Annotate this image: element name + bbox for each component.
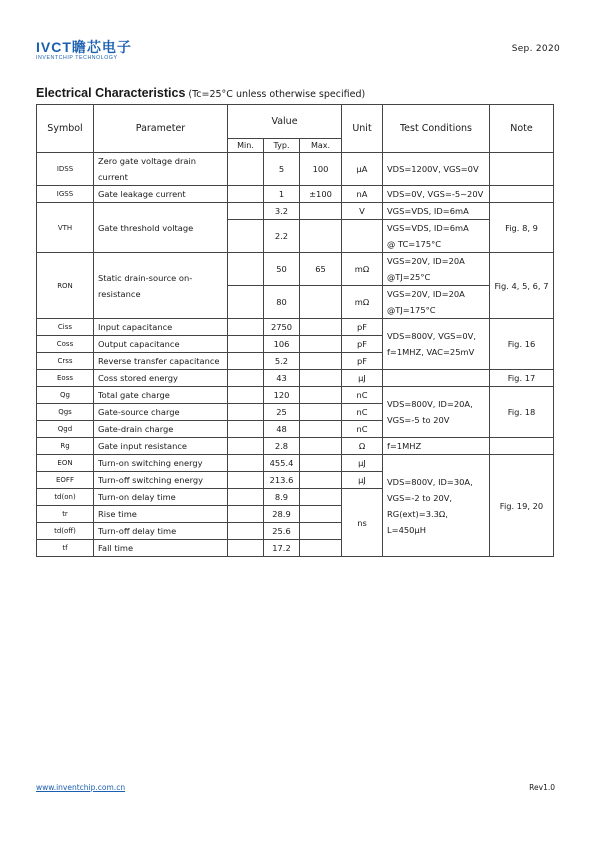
param-eoff: Turn-off switching energy <box>94 472 228 489</box>
unit-eoff: µJ <box>342 472 383 489</box>
revision-label: Rev1.0 <box>529 783 555 792</box>
table-row <box>37 319 554 336</box>
cond-gate-b: VGS=-5 to 20V <box>387 415 450 425</box>
table-row <box>37 203 554 220</box>
param-qgd: Gate-drain charge <box>94 421 228 438</box>
symbol-tr: tr <box>37 506 94 523</box>
typ-igss: 1 <box>264 186 300 203</box>
param-ciss: Input capacitance <box>94 319 228 336</box>
header-typ: Typ. <box>264 139 300 153</box>
typ-vth-1: 3.2 <box>264 203 300 220</box>
symbol-vth: VTH <box>37 203 94 253</box>
typ-tdon: 8.9 <box>264 489 300 506</box>
header-unit: Unit <box>342 105 383 153</box>
typ-eoff: 213.6 <box>264 472 300 489</box>
unit-vth-2 <box>342 220 383 253</box>
note-capacitance: Fig. 16 <box>490 319 554 370</box>
max-vth-1 <box>300 203 342 220</box>
typ-rg: 2.8 <box>264 438 300 455</box>
logo-text: IVCT瞻芯电子 <box>36 39 132 55</box>
param-tdoff: Turn-off delay time <box>94 523 228 540</box>
cond-sw-c: RG(ext)=3.3Ω, <box>387 508 448 519</box>
typ-eoss: 43 <box>264 370 300 387</box>
document-date: Sep. 2020 <box>511 44 560 54</box>
cond-vth-2a: VGS=VDS, ID=6mA <box>387 223 469 233</box>
symbol-tdoff: td(off) <box>37 523 94 540</box>
symbol-eoff: EOFF <box>37 472 94 489</box>
unit-switching-time: ns <box>342 489 383 557</box>
website-link[interactable]: www.inventchip.com.cn <box>36 783 126 792</box>
unit-rg: Ω <box>342 438 383 455</box>
symbol-ron: RON <box>37 253 94 319</box>
cond-sw-a: VDS=800V, ID=30A, <box>387 476 473 487</box>
min-tdoff <box>228 523 264 540</box>
max-qgs <box>300 404 342 421</box>
param-tr: Rise time <box>94 506 228 523</box>
param-vth: Gate threshold voltage <box>94 203 228 253</box>
cond-idss: VDS=1200V, VGS=0V <box>383 153 490 186</box>
note-switching: Fig. 19, 20 <box>490 455 554 557</box>
symbol-ciss: Ciss <box>37 319 94 336</box>
symbol-tf: tf <box>37 540 94 557</box>
unit-qgd: nC <box>342 421 383 438</box>
max-coss <box>300 336 342 353</box>
cond-ron-2 <box>383 286 490 319</box>
param-rg: Gate input resistance <box>94 438 228 455</box>
cond-gate-a: VDS=800V, ID=20A, <box>387 399 473 409</box>
note-gate-charge: Fig. 18 <box>490 387 554 438</box>
min-ron-2 <box>228 286 264 319</box>
param-tf: Fall time <box>94 540 228 557</box>
param-coss: Output capacitance <box>94 336 228 353</box>
logo-subtext: INVENTCHIP TECHNOLOGY <box>36 55 118 61</box>
cond-vth-2b: @ TC=175°C <box>387 239 442 249</box>
table-row <box>37 370 554 387</box>
min-eoss <box>228 370 264 387</box>
symbol-eoss: Eoss <box>37 370 94 387</box>
cond-rg: f=1MHZ <box>383 438 490 455</box>
electrical-characteristics-table <box>36 104 554 557</box>
min-eon <box>228 455 264 472</box>
cond-ron-1a: VGS=20V, ID=20A <box>387 256 465 266</box>
max-qg <box>300 387 342 404</box>
header-min: Min. <box>228 139 264 153</box>
cond-ron-1b: @TJ=25°C <box>387 272 431 282</box>
max-ron-1: 65 <box>300 253 342 286</box>
table-row <box>37 438 554 455</box>
min-tdon <box>228 489 264 506</box>
typ-ciss: 2750 <box>264 319 300 336</box>
unit-vth-1: V <box>342 203 383 220</box>
table-row <box>37 153 554 186</box>
param-qg: Total gate charge <box>94 387 228 404</box>
max-eon <box>300 455 342 472</box>
cond-ron-1 <box>383 253 490 286</box>
section-condition: (Tc=25°C unless otherwise specified) <box>188 89 366 100</box>
min-ciss <box>228 319 264 336</box>
symbol-crss: Crss <box>37 353 94 370</box>
section-title: Electrical Characteristics <box>36 86 186 100</box>
max-eoff <box>300 472 342 489</box>
cond-igss: VDS=0V, VGS=-5~20V <box>383 186 490 203</box>
typ-qgs: 25 <box>264 404 300 421</box>
symbol-eon: EON <box>37 455 94 472</box>
unit-ron-2: mΩ <box>342 286 383 319</box>
table-row <box>37 186 554 203</box>
unit-igss: nA <box>342 186 383 203</box>
typ-idss: 5 <box>264 153 300 186</box>
unit-qg: nC <box>342 387 383 404</box>
max-tdoff <box>300 523 342 540</box>
cond-eoss <box>383 370 490 387</box>
typ-tf: 17.2 <box>264 540 300 557</box>
symbol-tdon: td(on) <box>37 489 94 506</box>
param-ron: Static drain-source on-resistance <box>94 253 228 319</box>
max-rg <box>300 438 342 455</box>
min-crss <box>228 353 264 370</box>
unit-idss: µA <box>342 153 383 186</box>
min-qgd <box>228 421 264 438</box>
typ-tdoff: 25.6 <box>264 523 300 540</box>
typ-coss: 106 <box>264 336 300 353</box>
note-igss <box>490 186 554 203</box>
min-rg <box>228 438 264 455</box>
max-crss <box>300 353 342 370</box>
param-idss: Zero gate voltage drain current <box>94 153 228 186</box>
param-eon: Turn-on switching energy <box>94 455 228 472</box>
symbol-rg: Rg <box>37 438 94 455</box>
typ-vth-2: 2.2 <box>264 220 300 253</box>
min-eoff <box>228 472 264 489</box>
unit-ron-1: mΩ <box>342 253 383 286</box>
typ-ron-1: 50 <box>264 253 300 286</box>
header-value: Value <box>228 105 342 139</box>
symbol-coss: Coss <box>37 336 94 353</box>
header-symbol: Symbol <box>37 105 94 153</box>
max-idss: 100 <box>300 153 342 186</box>
param-igss: Gate leakage current <box>94 186 228 203</box>
typ-qgd: 48 <box>264 421 300 438</box>
cond-cap-b: f=1MHZ, VAC=25mV <box>387 347 475 357</box>
note-vth: Fig. 8, 9 <box>490 203 554 253</box>
unit-eon: µJ <box>342 455 383 472</box>
param-eoss: Coss stored energy <box>94 370 228 387</box>
cond-sw-d: L=450µH <box>387 524 426 535</box>
cond-sw-b: VGS=-2 to 20V, <box>387 492 453 503</box>
max-igss: ±100 <box>300 186 342 203</box>
min-qg <box>228 387 264 404</box>
max-tdon <box>300 489 342 506</box>
min-igss <box>228 186 264 203</box>
unit-eoss: µJ <box>342 370 383 387</box>
header-max: Max. <box>300 139 342 153</box>
company-logo <box>36 40 132 61</box>
max-ciss <box>300 319 342 336</box>
unit-crss: pF <box>342 353 383 370</box>
min-coss <box>228 336 264 353</box>
typ-crss: 5.2 <box>264 353 300 370</box>
param-crss: Reverse transfer capacitance <box>94 353 228 370</box>
min-tf <box>228 540 264 557</box>
header-note: Note <box>490 105 554 153</box>
cond-ron-2b: @TJ=175°C <box>387 305 436 315</box>
unit-qgs: nC <box>342 404 383 421</box>
cond-ron-2a: VGS=20V, ID=20A <box>387 289 465 299</box>
unit-ciss: pF <box>342 319 383 336</box>
min-qgs <box>228 404 264 421</box>
symbol-idss: IDSS <box>37 153 94 186</box>
cond-cap-a: VDS=800V, VGS=0V, <box>387 331 476 341</box>
typ-tr: 28.9 <box>264 506 300 523</box>
min-ron-1 <box>228 253 264 286</box>
unit-coss: pF <box>342 336 383 353</box>
header-parameter: Parameter <box>94 105 228 153</box>
typ-eon: 455.4 <box>264 455 300 472</box>
cond-switching <box>383 455 490 557</box>
max-tr <box>300 506 342 523</box>
max-eoss <box>300 370 342 387</box>
note-rg <box>490 438 554 455</box>
section-heading <box>36 82 365 101</box>
cond-gate-charge <box>383 387 490 438</box>
header-row <box>37 105 554 139</box>
min-tr <box>228 506 264 523</box>
max-ron-2 <box>300 286 342 319</box>
table-row <box>37 455 554 472</box>
symbol-qg: Qg <box>37 387 94 404</box>
symbol-igss: IGSS <box>37 186 94 203</box>
symbol-qgd: Qgd <box>37 421 94 438</box>
cond-capacitance <box>383 319 490 370</box>
note-idss <box>490 153 554 186</box>
typ-ron-2: 80 <box>264 286 300 319</box>
param-tdon: Turn-on delay time <box>94 489 228 506</box>
note-eoss: Fig. 17 <box>490 370 554 387</box>
max-qgd <box>300 421 342 438</box>
min-vth-1 <box>228 203 264 220</box>
cond-vth-2 <box>383 220 490 253</box>
min-idss <box>228 153 264 186</box>
note-ron: Fig. 4, 5, 6, 7 <box>490 253 554 319</box>
max-vth-2 <box>300 220 342 253</box>
table-row <box>37 253 554 286</box>
min-vth-2 <box>228 220 264 253</box>
max-tf <box>300 540 342 557</box>
table-row <box>37 387 554 404</box>
symbol-qgs: Qgs <box>37 404 94 421</box>
param-qgs: Gate-source charge <box>94 404 228 421</box>
header-test-conditions: Test Conditions <box>383 105 490 153</box>
typ-qg: 120 <box>264 387 300 404</box>
cond-vth-1: VGS=VDS, ID=6mA <box>383 203 490 220</box>
